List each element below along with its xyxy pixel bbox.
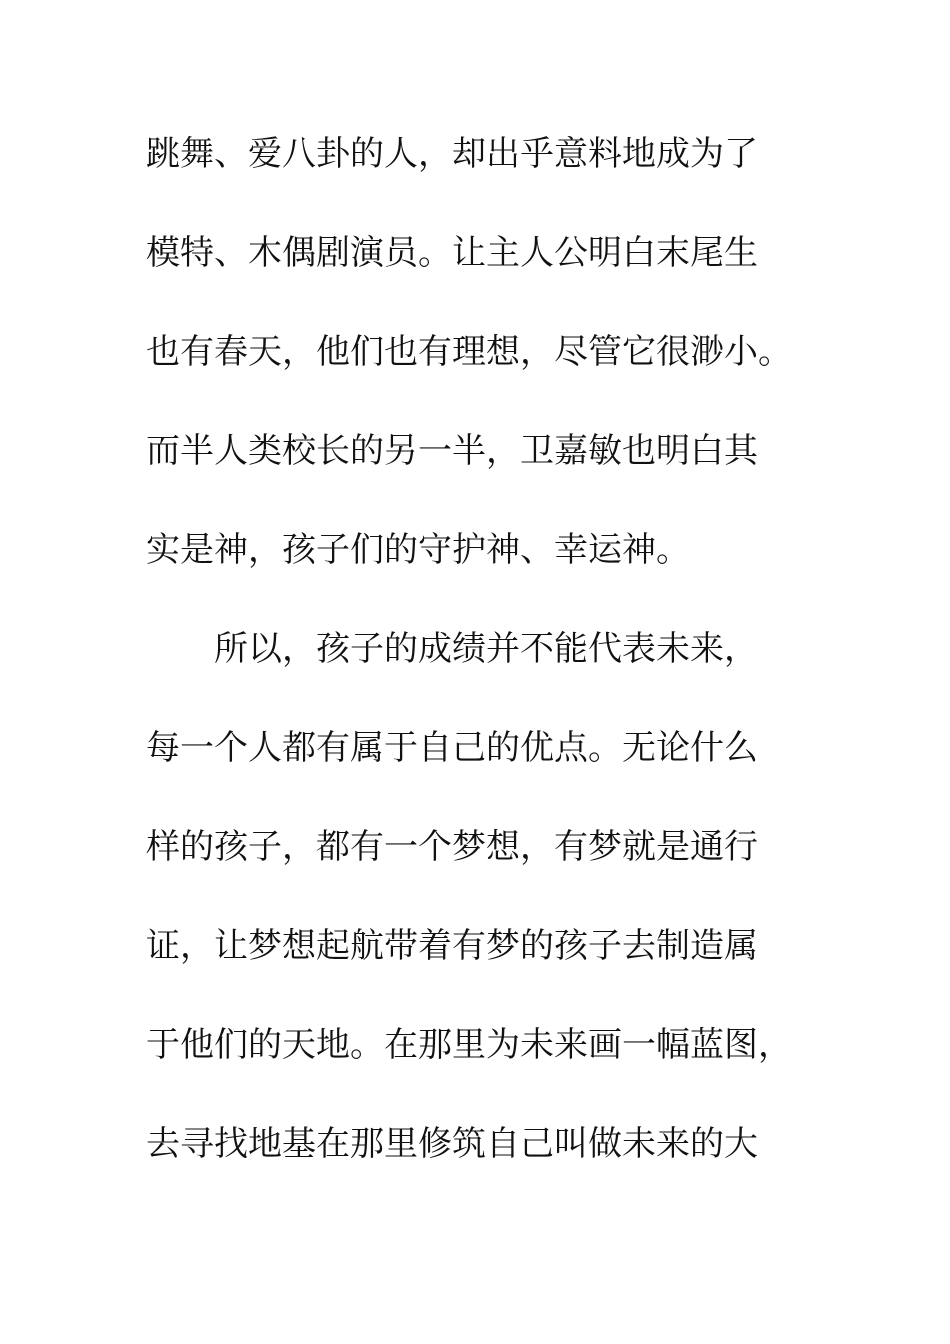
- text-line-3: 也有春天，他们也有理想，尽管它很渺小。: [146, 332, 792, 372]
- body-text: [146, 124, 826, 1213]
- text-line-2: 模特、木偶剧演员。让主人公明白末尾生: [146, 233, 758, 273]
- text-line-4: 而半人类校长的另一半，卫嘉敏也明白其: [146, 431, 758, 471]
- text-line-10: 于他们的天地。在那里为未来画一幅蓝图，: [146, 1025, 792, 1065]
- paragraph-start-line: 所以，孩子的成绩并不能代表未来，: [214, 629, 758, 669]
- text-line-5: 实是神，孩子们的守护神、幸运神。: [146, 530, 690, 570]
- text-line-1: 跳舞、爱八卦的人，却出乎意料地成为了: [146, 134, 758, 174]
- text-line-11: 去寻找地基在那里修筑自己叫做未来的大: [146, 1124, 758, 1164]
- text-line-9: 证，让梦想起航带着有梦的孩子去制造属: [146, 926, 758, 966]
- text-line-7: 每一个人都有属于自己的优点。无论什么: [146, 728, 758, 768]
- text-line-8: 样的孩子，都有一个梦想，有梦就是通行: [146, 827, 758, 867]
